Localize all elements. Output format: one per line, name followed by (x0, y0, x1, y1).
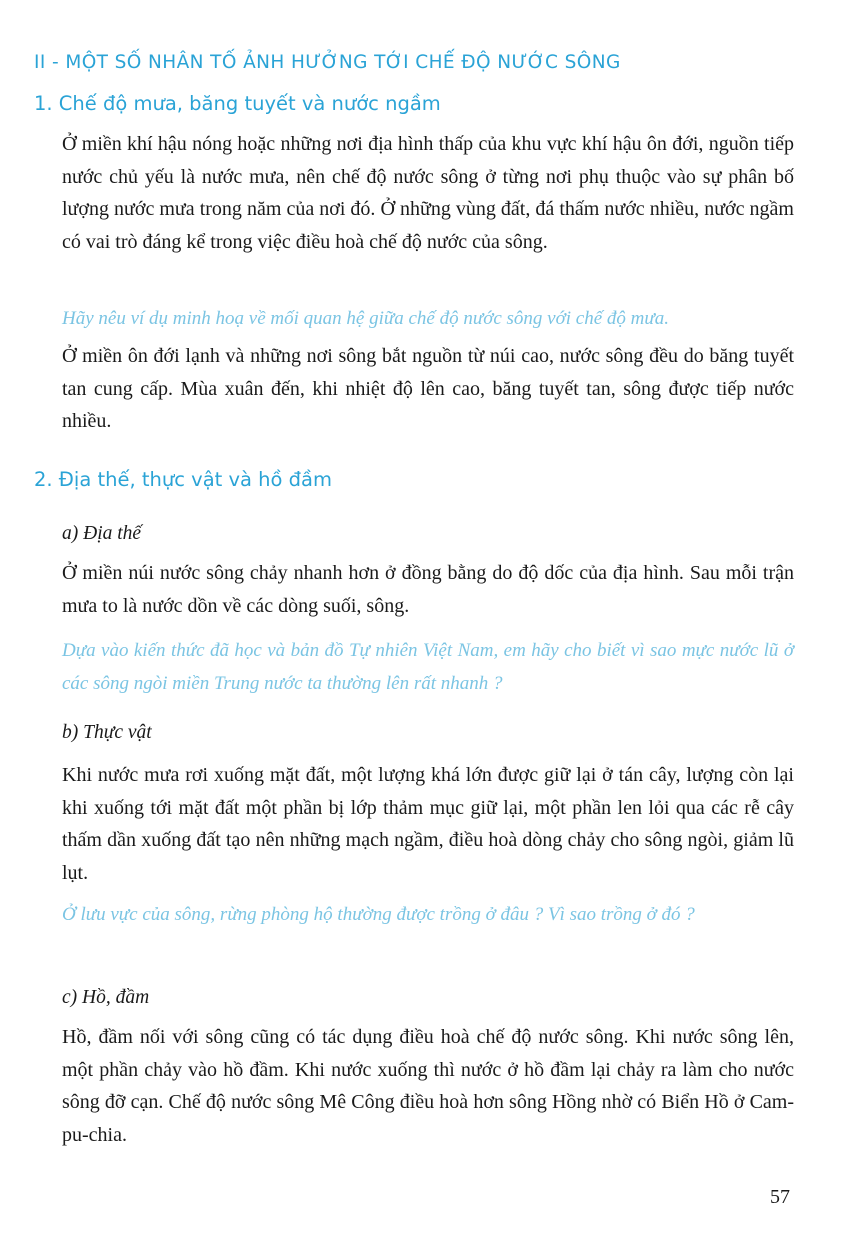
paragraph-vegetation: Khi nước mưa rơi xuống mặt đất, một lượng khá lớn được giữ lại ở tán cây, lượng còn lại khi xuống tới mặt đất một phần bị lớp thảm mục giữ lại, một phần len lỏi qua các rễ cây thấm dần xuống đất tạo nên những mạch ngầm, điều hoà dòng chảy cho sông ngòi, giảm lũ lụt. (62, 764, 794, 884)
page-number: 57 (770, 1186, 790, 1208)
subsection-heading-1: 1. Chế độ mưa, băng tuyết và nước ngầm (34, 92, 441, 115)
paragraph-rain-regime: Ở miền khí hậu nóng hoặc những nơi địa hình thấp của khu vực khí hậu ôn đới, nguồn tiếp nước chủ yếu là nước mưa, nên chế độ nước sông ở từng nơi phụ thuộc vào sự phân bố lượng nước mưa trong năm của nơi đó. Ở những vùng đất, đá thấm nước nhiều, nước ngầm có vai trò đáng kể trong việc điều hoà chế độ nước của sông. (62, 133, 794, 253)
question-rain-example: Hãy nêu ví dụ minh hoạ về mối quan hệ giữa chế độ nước sông với chế độ mưa. (62, 308, 669, 329)
subheading-terrain: a) Địa thế (62, 523, 142, 544)
subheading-lakes: c) Hồ, đầm (62, 987, 150, 1008)
paragraph-lakes: Hồ, đầm nối với sông cũng có tác dụng điều hoà chế độ nước sông. Khi nước sông lên, một phần chảy vào hồ đầm. Khi nước xuống thì nước ở hồ đầm lại chảy ra làm cho nước sông đỡ cạn. Chế độ nước sông Mê Công điều hoà hơn sông Hồng nhờ có Biển Hồ ở Cam-pu-chia. (62, 1026, 794, 1146)
question-central-floods: Dựa vào kiến thức đã học và bản đồ Tự nhiên Việt Nam, em hãy cho biết vì sao mực nước lũ ở các sông ngòi miền Trung nước ta thường lên rất nhanh ? (62, 640, 794, 694)
question-protective-forest: Ở lưu vực của sông, rừng phòng hộ thường được trồng ở đâu ? Vì sao trồng ở đó ? (62, 904, 695, 925)
paragraph-snow-melt: Ở miền ôn đới lạnh và những nơi sông bắt nguồn từ núi cao, nước sông đều do băng tuyết tan cung cấp. Mùa xuân đến, khi nhiệt độ lên cao, băng tuyết tan, sông được tiếp nước nhiều. (62, 345, 794, 432)
paragraph-terrain: Ở miền núi nước sông chảy nhanh hơn ở đồng bằng do độ dốc của địa hình. Sau mỗi trận mưa to là nước dồn về các dòng suối, sông. (62, 562, 794, 617)
section-heading: II - MỘT SỐ NHÂN TỐ ẢNH HƯỞNG TỚI CHẾ ĐỘ NƯỚC SÔNG (34, 52, 621, 73)
subsection-heading-2: 2. Địa thế, thực vật và hồ đầm (34, 468, 332, 491)
subheading-vegetation: b) Thực vật (62, 722, 152, 743)
